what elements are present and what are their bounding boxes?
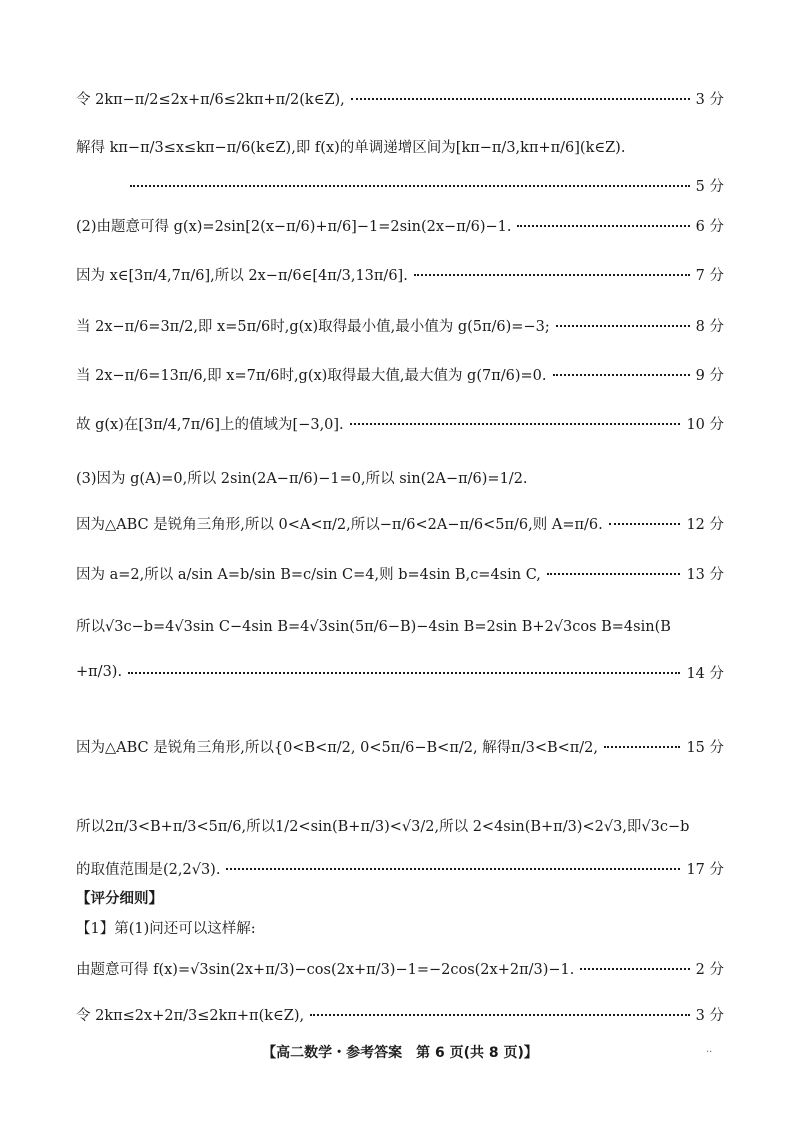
dot-leader bbox=[226, 866, 680, 870]
score-label: 3 分 bbox=[695, 1007, 724, 1024]
score-label: 9 分 bbox=[695, 367, 724, 384]
solution-text: 因为△ABC 是锐角三角形,所以 0<A<π/2,所以−π/6<2A−π/6<5π/6,则 A=π/6. bbox=[76, 516, 603, 533]
dot-leader bbox=[556, 323, 690, 327]
solution-text: 由题意可得 f(x)=√3sin(2x+π/3)−cos(2x+π/3)−1=−2cos(2x+2π/3)−1. bbox=[76, 961, 575, 978]
dot-leader bbox=[609, 521, 681, 525]
score-label: 5 分 bbox=[695, 178, 724, 195]
solution-text: 故 g(x)在[3π/4,7π/6]上的值域为[−3,0]. bbox=[76, 416, 344, 433]
solution-line-19 bbox=[76, 953, 724, 983]
solution-line-14 bbox=[76, 710, 724, 782]
page-footer bbox=[0, 1040, 800, 1064]
solution-line-1 bbox=[76, 83, 724, 113]
score-label: 6 分 bbox=[695, 218, 724, 235]
solution-text: (3)因为 g(A)=0,所以 2sin(2A−π/6)−1=0,所以 sin(2A−π/6)=1/2. bbox=[76, 470, 528, 487]
solution-text: 令 2kπ≤2x+2π/3≤2kπ+π(k∈Z), bbox=[76, 1007, 305, 1024]
score-label: 13 分 bbox=[686, 566, 724, 583]
solution-text: 令 2kπ−π/2≤2x+π/6≤2kπ+π/2(k∈Z), bbox=[76, 91, 345, 108]
dot-leader bbox=[517, 223, 689, 227]
solution-line-9 bbox=[76, 462, 724, 492]
score-label: 15 分 bbox=[686, 739, 724, 756]
solution-text: 因为 x∈[3π/4,7π/6],所以 2x−π/6∈[4π/3,13π/6]. bbox=[76, 267, 408, 284]
score-label: 3 分 bbox=[695, 91, 724, 108]
solution-text: 因为△ABC 是锐角三角形,所以{0<B<π/2, 0<5π/6−B<π/2, 解得π/3<B<π/2, bbox=[76, 739, 599, 756]
solution-text: 当 2x−π/6=13π/6,即 x=7π/6时,g(x)取得最大值,最大值为 g(7π/6)=0. bbox=[76, 367, 547, 384]
score-label: 10 分 bbox=[686, 416, 724, 433]
solution-line-7 bbox=[76, 359, 724, 389]
scoring-note-1 bbox=[76, 912, 724, 942]
solution-line-16 bbox=[76, 853, 724, 883]
solution-line-4 bbox=[76, 210, 724, 240]
solution-text: +π/3). bbox=[76, 664, 123, 680]
dot-leader bbox=[350, 421, 681, 425]
score-label: 8 分 bbox=[695, 318, 724, 335]
solution-line-8 bbox=[76, 408, 724, 438]
solution-text: 当 2x−π/6=3π/2,即 x=5π/6时,g(x)取得最小值,最小值为 g(5π/6)=−3; bbox=[76, 318, 550, 335]
score-label: 12 分 bbox=[686, 516, 724, 533]
solution-line-11 bbox=[76, 558, 724, 588]
dot-leader bbox=[310, 1012, 690, 1016]
dot-leader bbox=[604, 744, 680, 748]
solution-line-2 bbox=[76, 131, 724, 161]
score-label: 14 分 bbox=[686, 665, 724, 682]
dot-leader bbox=[351, 96, 690, 100]
solution-line-12 bbox=[76, 610, 724, 640]
corner-mark: .. bbox=[706, 1044, 713, 1055]
section-heading: 【评分细则】 bbox=[76, 889, 163, 907]
dot-leader bbox=[414, 272, 690, 276]
score-label: 17 分 bbox=[686, 861, 724, 878]
solution-line-5 bbox=[76, 259, 724, 289]
footer-text: 【高二数学・参考答案 第 6 页(共 8 页)】 bbox=[262, 1045, 538, 1061]
solution-line-13 bbox=[76, 657, 724, 687]
solution-line-15 bbox=[76, 810, 724, 840]
score-label: 2 分 bbox=[695, 961, 724, 978]
solution-line-10 bbox=[76, 508, 724, 538]
solution-line-6 bbox=[76, 310, 724, 340]
solution-text: 所以√3c−b=4√3sin C−4sin B=4√3sin(5π/6−B)−4sin B=2sin B+2√3cos B=4sin(B bbox=[76, 618, 671, 635]
dot-leader bbox=[128, 670, 680, 674]
solution-text: 的取值范围是(2,2√3). bbox=[76, 861, 221, 878]
dot-leader bbox=[580, 966, 689, 970]
dot-leader bbox=[553, 372, 690, 376]
solution-line-20 bbox=[76, 999, 724, 1029]
solution-text: 解得 kπ−π/3≤x≤kπ−π/6(k∈Z),即 f(x)的单调递增区间为[kπ−π/3,kπ+π/6](k∈Z). bbox=[76, 139, 626, 156]
solution-text: 所以2π/3<B+π/3<5π/6,所以1/2<sin(B+π/3)<√3/2,所以 2<4sin(B+π/3)<2√3,即√3c−b bbox=[76, 818, 690, 835]
solution-line-3 bbox=[130, 170, 724, 200]
solution-text: 因为 a=2,所以 a/sin A=b/sin B=c/sin C=4,则 b=4sin B,c=4sin C, bbox=[76, 566, 541, 583]
scoring-details-heading bbox=[76, 882, 724, 912]
score-label: 7 分 bbox=[695, 267, 724, 284]
dot-leader bbox=[130, 183, 690, 187]
dot-leader bbox=[547, 571, 681, 575]
note-text: 【1】第(1)问还可以这样解: bbox=[76, 920, 256, 937]
solution-text: (2)由题意可得 g(x)=2sin[2(x−π/6)+π/6]−1=2sin(2x−π/6)−1. bbox=[76, 218, 512, 235]
